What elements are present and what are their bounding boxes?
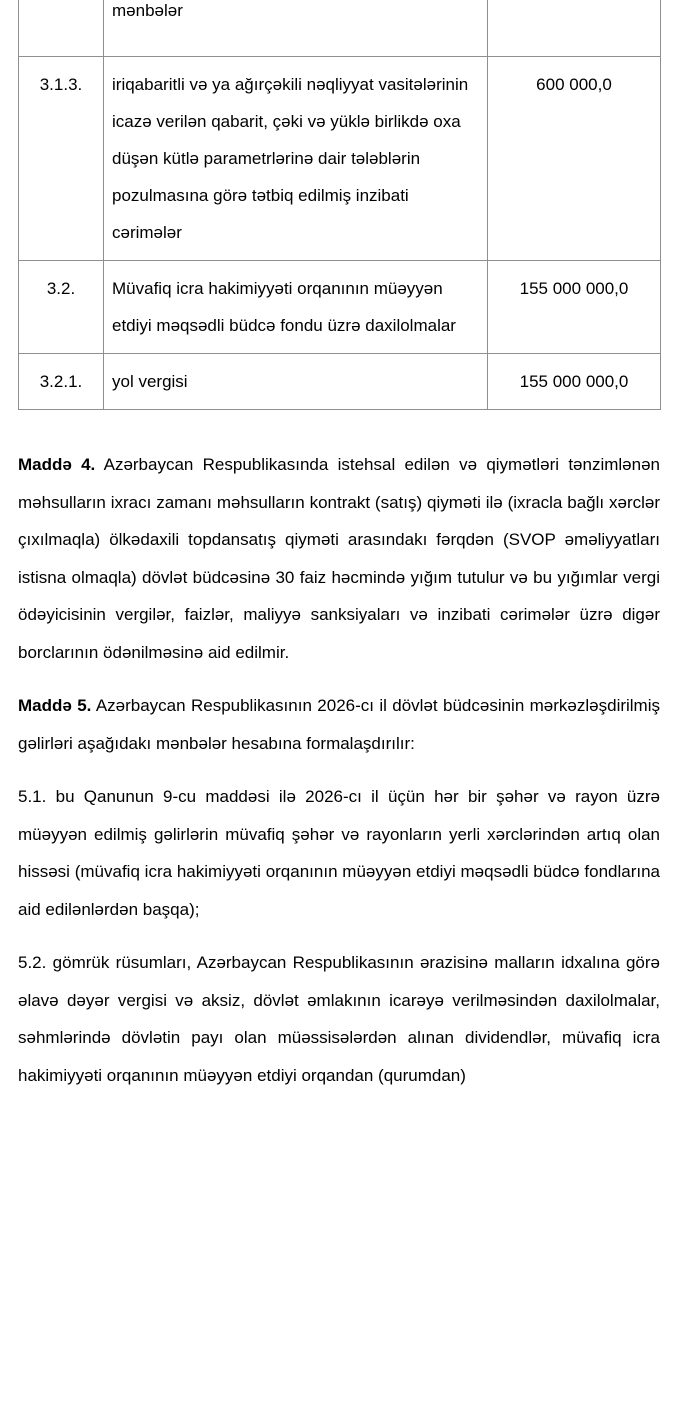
paragraph-text: Azərbaycan Respublikasında istehsal edilən və qiymətləri tənzimlənən məhsulların ixracı zamanı məhsulların kontrakt (satış) qiyməti ilə (ixracla bağlı xərclər çıxılmaqla) ölkədaxili topdansatış qiyməti arasındakı fərqdən (SVOP əməliyyatları istisna olmaqla) dövlət büdcəsinə 30 faiz həcmində yığım tutulur və bu yığımlar vergi ödəyicisinin vergilər, faizlər, maliyyə sanksiyaları və inzibati cərimələr üzrə digər borclarının ödənilməsinə aid edilmir. xyxy=(18,455,660,662)
clipped-cell-content xyxy=(104,0,487,56)
row-description-text: mənbələr xyxy=(112,1,183,20)
row-number-cell: 3.2.1. xyxy=(19,354,104,410)
table-row xyxy=(19,57,661,261)
row-number-cell: 3.1.3. xyxy=(19,57,104,261)
budget-revenue-table xyxy=(18,0,661,410)
paragraph-text: Azərbaycan Respublikasının 2026-cı il dövlət büdcəsinin mərkəzləşdirilmiş gəlirləri aşağıdakı mənbələr hesabına formalaşdırılır: xyxy=(18,696,660,753)
row-amount-cell xyxy=(488,0,661,57)
paragraph-madde-4 xyxy=(18,446,660,671)
table-row xyxy=(19,261,661,354)
row-number-cell: 3.2. xyxy=(19,261,104,354)
row-description-cell xyxy=(104,0,488,57)
row-amount-cell: 600 000,0 xyxy=(488,57,661,261)
table-row-partial xyxy=(19,0,661,57)
row-description-cell: iriqabaritli və ya ağırçəkili nəqliyyat vasitələrinin icazə verilən qabarit, çəki və yüklə birlikdə oxa düşən kütlə parametrlərinə dair tələblərin pozulmasına görə tətbiq edilmiş inzibati cərimələr xyxy=(104,57,488,261)
row-number-cell xyxy=(19,0,104,57)
paragraph-lead: Maddə 5. xyxy=(18,696,92,715)
paragraph-text: 5.1. bu Qanunun 9-cu maddəsi ilə 2026-cı il üçün hər bir şəhər və rayon üzrə müəyyən edilmiş gəlirlərin müvafiq şəhər və rayonların yerli xərclərindən artıq olan hissəsi (müvafiq icra hakimiyyəti orqanının müəyyən etdiyi məqsədli büdcə fondlarına aid edilənlərdən başqa); xyxy=(18,787,660,919)
row-amount-cell: 155 000 000,0 xyxy=(488,261,661,354)
paragraph-text: 5.2. gömrük rüsumları, Azərbaycan Respublikasının ərazisinə malların idxalına görə əlavə dəyər vergisi və aksiz, dövlət əmlakının icarəyə verilməsindən daxilolmalar, səhmlərində dövlətin payı olan müəssisələrdən alınan dividendlər, müvafiq icra hakimiyyəti orqanının müəyyən etdiyi orqandan (qurumdan) xyxy=(18,953,660,1085)
paragraph-5-2 xyxy=(18,944,660,1094)
row-description-cell: Müvafiq icra hakimiyyəti orqanının müəyyən etdiyi məqsədli büdcə fondu üzrə daxilolmalar xyxy=(104,261,488,354)
paragraph-lead: Maddə 4. xyxy=(18,455,96,474)
row-description-cell: yol vergisi xyxy=(104,354,488,410)
paragraph-madde-5 xyxy=(18,687,660,762)
paragraph-5-1 xyxy=(18,778,660,928)
row-amount-cell: 155 000 000,0 xyxy=(488,354,661,410)
table-row xyxy=(19,354,661,410)
